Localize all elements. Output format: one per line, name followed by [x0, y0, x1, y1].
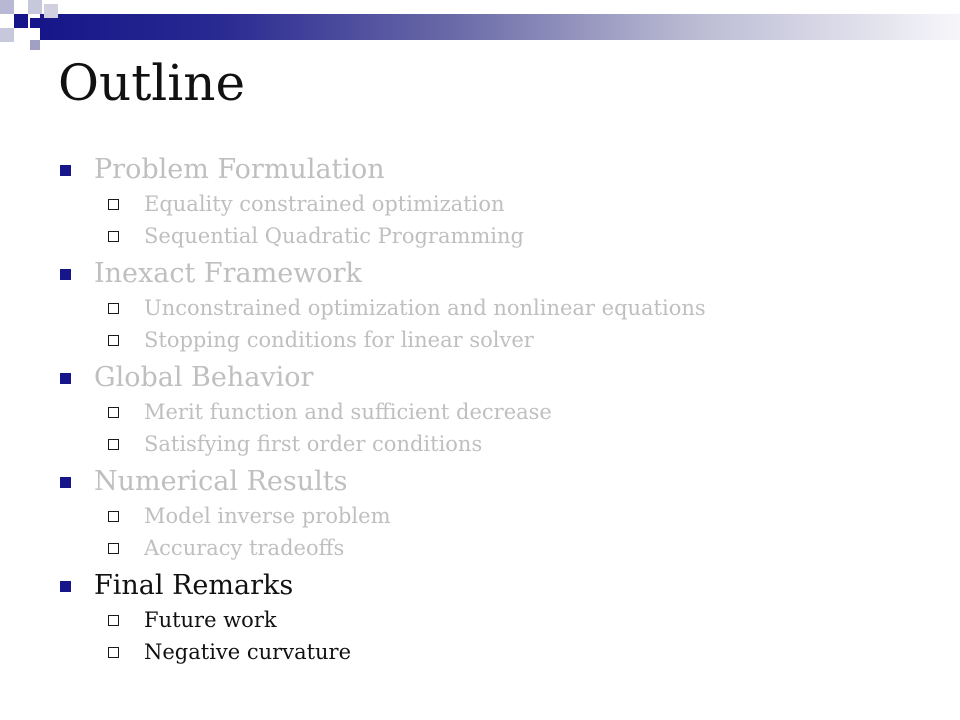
corner-square-decoration [14, 14, 28, 28]
subitem-list [58, 396, 938, 464]
hollow-square-bullet-icon [108, 439, 119, 450]
section-label: Problem Formulation [94, 154, 385, 185]
subitem [58, 636, 938, 668]
section-heading [58, 152, 938, 188]
subitem [58, 604, 938, 636]
square-bullet-icon [60, 165, 71, 176]
hollow-square-bullet-icon [108, 303, 119, 314]
section-heading [58, 464, 938, 500]
subitem-list [58, 292, 938, 360]
subitem [58, 428, 938, 460]
outline-section-numerical-results [58, 464, 938, 568]
hollow-square-bullet-icon [108, 615, 119, 626]
hollow-square-bullet-icon [108, 199, 119, 210]
outline-section-problem-formulation [58, 152, 938, 256]
corner-square-decoration [28, 0, 42, 14]
subitem [58, 292, 938, 324]
outline-list [58, 152, 938, 672]
subitem-label: Sequential Quadratic Programming [144, 224, 524, 248]
section-heading [58, 360, 938, 396]
hollow-square-bullet-icon [108, 543, 119, 554]
subitem-label: Stopping conditions for linear solver [144, 328, 534, 352]
subitem [58, 220, 938, 252]
section-label: Numerical Results [94, 466, 348, 497]
subitem-label: Equality constrained optimization [144, 192, 505, 216]
subitem [58, 500, 938, 532]
hollow-square-bullet-icon [108, 407, 119, 418]
outline-section-inexact-framework [58, 256, 938, 360]
corner-square-decoration [0, 0, 14, 14]
subitem-label: Accuracy tradeoffs [144, 536, 345, 560]
subitem-label: Negative curvature [144, 640, 352, 664]
section-label: Final Remarks [94, 570, 294, 601]
section-heading [58, 256, 938, 292]
subitem-list [58, 500, 938, 568]
hollow-square-bullet-icon [108, 511, 119, 522]
hollow-square-bullet-icon [108, 335, 119, 346]
header-gradient-band [40, 14, 960, 40]
slide-title: Outline [58, 54, 246, 112]
square-bullet-icon [60, 581, 71, 592]
section-label: Inexact Framework [94, 258, 362, 289]
subitem-label: Satisfying first order conditions [144, 432, 483, 456]
corner-square-decoration [30, 40, 40, 50]
subitem-label: Model inverse problem [144, 504, 391, 528]
section-heading [58, 568, 938, 604]
corner-square-decoration [44, 4, 58, 18]
square-bullet-icon [60, 373, 71, 384]
subitem-label: Merit function and sufficient decrease [144, 400, 552, 424]
outline-section-global-behavior [58, 360, 938, 464]
section-label: Global Behavior [94, 362, 314, 393]
corner-square-decoration [0, 28, 14, 42]
subitem-list [58, 188, 938, 256]
corner-square-decoration [30, 18, 40, 28]
subitem [58, 396, 938, 428]
outline-section-final-remarks [58, 568, 938, 672]
subitem-list [58, 604, 938, 672]
subitem-label: Future work [144, 608, 277, 632]
square-bullet-icon [60, 269, 71, 280]
square-bullet-icon [60, 477, 71, 488]
hollow-square-bullet-icon [108, 231, 119, 242]
subitem [58, 188, 938, 220]
hollow-square-bullet-icon [108, 647, 119, 658]
subitem [58, 324, 938, 356]
subitem [58, 532, 938, 564]
subitem-label: Unconstrained optimization and nonlinear equations [144, 296, 706, 320]
